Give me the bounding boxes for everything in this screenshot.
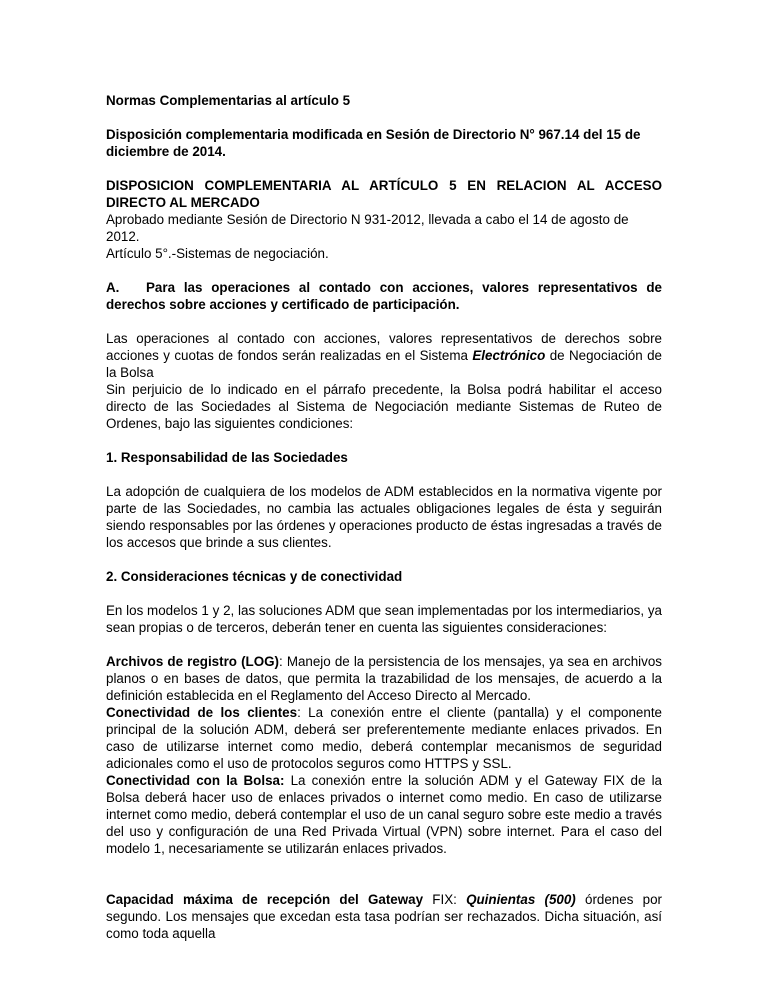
paragraph-responsibility: La adopción de cualquiera de los modelos de ADM establecidos en la normativa vigente por parte de las Sociedades, no cambia las actuales obligaciones legales de ésta y seguirán siendo responsables por las órdenes y operaciones producto de éstas ingresadas a través de los accesos que brinde a sus clientes. <box>106 484 662 550</box>
paragraph-access: Sin perjuicio de lo indicado en el párrafo precedente, la Bolsa podrá habilitar el acceso directo de las Sociedades al Sistema de Negociación mediante Sistemas de Ruteo de Ordenes, bajo las siguientes condiciones: <box>106 382 662 431</box>
approval-note: Aprobado mediante Sesión de Directorio N 931-2012, llevada a cabo el 14 de agosto de 2012. <box>106 212 629 244</box>
article-title: Artículo 5°.-Sistemas de negociación. <box>106 246 329 261</box>
item-exchange-connectivity: Conectividad con la Bolsa: La conexión entre la solución ADM y el Gateway FIX de la Bolsa deberá hacer uso de enlaces privados o internet como medio. En caso de utilizarse internet como medio, deberá contemplar el uso de un canal seguro sobre este medio a través del uso y configuración de una Red Privada Virtual (VPN) sobre internet. Para el caso del modelo 1, necesariamente se utilizarán enlaces privados. <box>106 773 663 856</box>
section-heading: DISPOSICION COMPLEMENTARIA AL ARTÍCULO 5 EN RELACION AL ACCESO DIRECTO AL MERCADO <box>106 178 662 210</box>
heading-technical: 2. Consideraciones técnicas y de conectividad <box>106 569 403 584</box>
considerations-list <box>106 653 662 857</box>
paragraph-capacity: Capacidad máxima de recepción del Gateway FIX: Quinientas (500) órdenes por segundo. Los mensajes que excedan esta tasa podrían ser rechazados. Dicha situación, así como toda aquella <box>106 892 662 941</box>
section-a-title: Para las operaciones al contado con acciones, valores representativos de derechos sobre acciones y certificado de participación. <box>106 280 662 312</box>
paragraph-operations: Las operaciones al contado con acciones, valores representativos de derechos sobre acciones y cuotas de fondos serán realizadas en el Sistema Electrónico de Negociación de la Bolsa <box>106 331 662 380</box>
paragraph-technical: En los modelos 1 y 2, las soluciones ADM que sean implementadas por los intermediarios, ya sean propias o de terceros, deberán tener en cuenta las siguientes consideraciones: <box>106 603 662 635</box>
heading-responsibility: 1. Responsabilidad de las Sociedades <box>106 450 348 465</box>
item-client-connectivity: Conectividad de los clientes: La conexión entre el cliente (pantalla) y el componente principal de la solución ADM, deberá ser preferentemente mediante enlaces privados. En caso de utilizarse internet como medio, deberá contemplar mecanismos de seguridad adicionales como el uso de protocolos seguros como HTTPS y SSL. <box>106 705 662 771</box>
document-title: Normas Complementarias al artículo 5 <box>106 93 351 108</box>
section-a-label: A. <box>106 280 120 295</box>
item-log: Archivos de registro (LOG): Manejo de la persistencia de los mensajes, ya sea en archivos planos o en bases de datos, que permita la trazabilidad de los mensajes, de acuerdo a la definición establecida en el Reglamento del Acceso Directo al Mercado. <box>106 654 662 703</box>
modification-note: Disposición complementaria modificada en Sesión de Directorio N° 967.14 del 15 de diciembre de 2014. <box>106 127 641 159</box>
